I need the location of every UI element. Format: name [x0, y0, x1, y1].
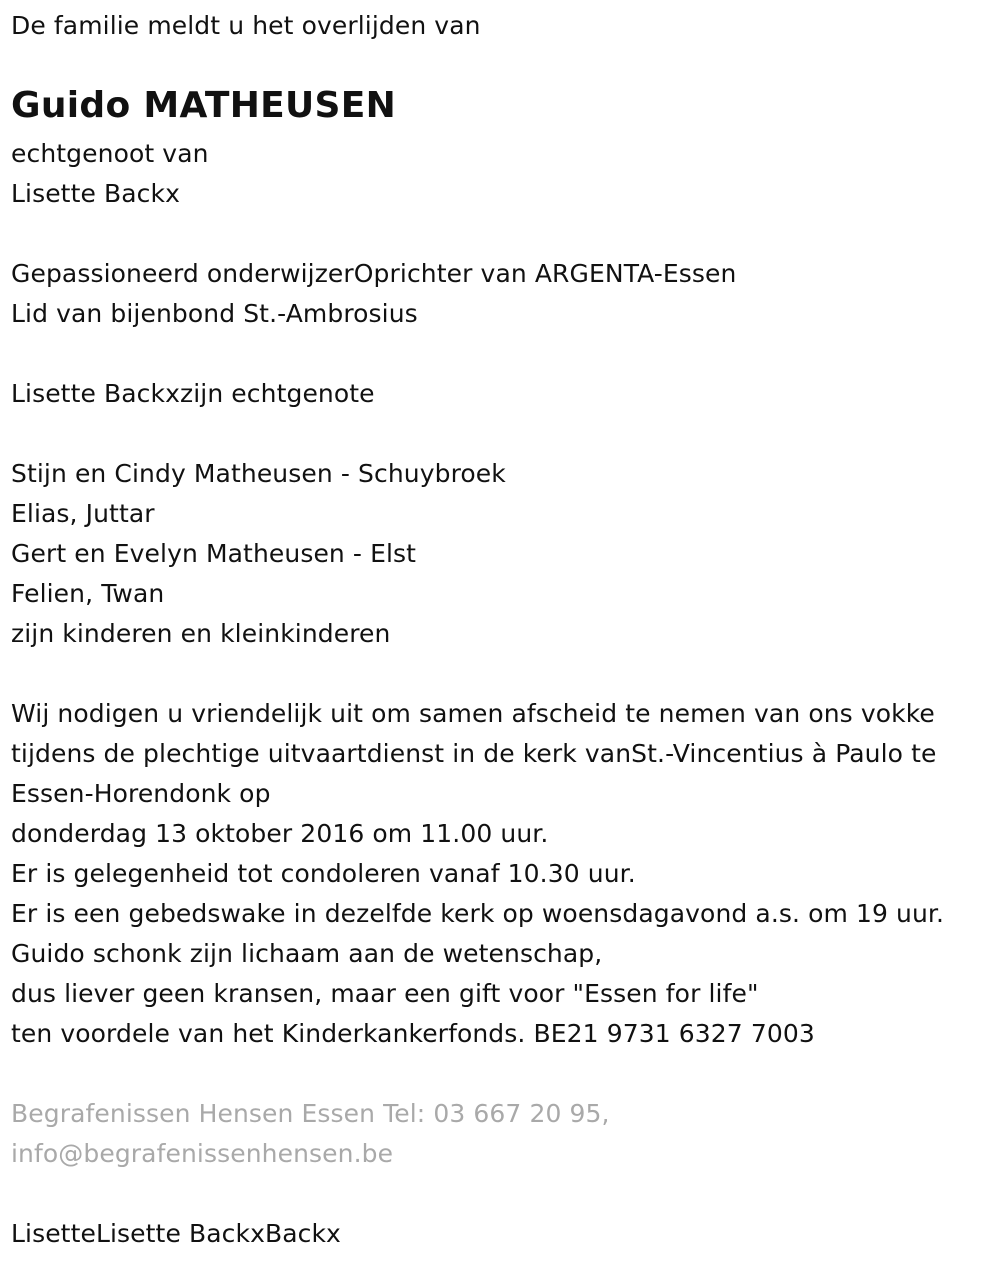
partner-block	[11, 374, 375, 414]
service-line: dus liever geen kransen, maar een gift voor "Essen for life"	[11, 979, 759, 1008]
service-block	[11, 694, 944, 1054]
role-line: Gepassioneerd onderwijzerOprichter van ARGENTA-Essen	[11, 259, 737, 288]
service-line: Er is een gebedswake in dezelfde kerk op woensdagavond a.s. om 19 uur.	[11, 899, 945, 928]
roles-block	[11, 254, 736, 334]
deceased-name: Guido MATHEUSEN	[11, 85, 397, 126]
family-block	[11, 454, 506, 654]
spouse-block	[11, 134, 209, 214]
role-line: Lid van bijenbond St.-Ambrosius	[11, 299, 418, 328]
service-line: donderdag 13 oktober 2016 om 11.00 uur.	[11, 819, 549, 848]
service-line: tijdens de plechtige uitvaartdienst in de kerk vanSt.-Vincentius à Paulo te	[11, 739, 937, 768]
service-line: ten voordele van het Kinderkankerfonds. BE21 9731 6327 7003	[11, 1019, 815, 1048]
funeral-home-email: info@begrafenissenhensen.be	[11, 1139, 394, 1168]
service-line: Guido schonk zijn lichaam aan de wetenschap,	[11, 939, 603, 968]
spouse-line: echtgenoot van	[11, 139, 209, 168]
service-line: Essen-Horendonk op	[11, 779, 271, 808]
partner-line: Lisette Backxzijn echtgenote	[11, 379, 375, 408]
spouse-line: Lisette Backx	[11, 179, 181, 208]
family-line: Gert en Evelyn Matheusen - Elst	[11, 539, 417, 568]
footer-block	[11, 1214, 341, 1254]
footer-signature: LisetteLisette BackxBackx	[11, 1219, 341, 1248]
funeral-home-phone: Begrafenissen Hensen Essen Tel: 03 667 20 95,	[11, 1099, 610, 1128]
family-line: zijn kinderen en kleinkinderen	[11, 619, 391, 648]
family-line: Felien, Twan	[11, 579, 165, 608]
family-line: Elias, Juttar	[11, 499, 155, 528]
funeral-home-block	[11, 1094, 610, 1174]
service-line: Wij nodigen u vriendelijk uit om samen afscheid te nemen van ons vokke	[11, 699, 935, 728]
family-line: Stijn en Cindy Matheusen - Schuybroek	[11, 459, 506, 488]
service-line: Er is gelegenheid tot condoleren vanaf 10.30 uur.	[11, 859, 636, 888]
intro-text: De familie meldt u het overlijden van	[11, 11, 481, 40]
